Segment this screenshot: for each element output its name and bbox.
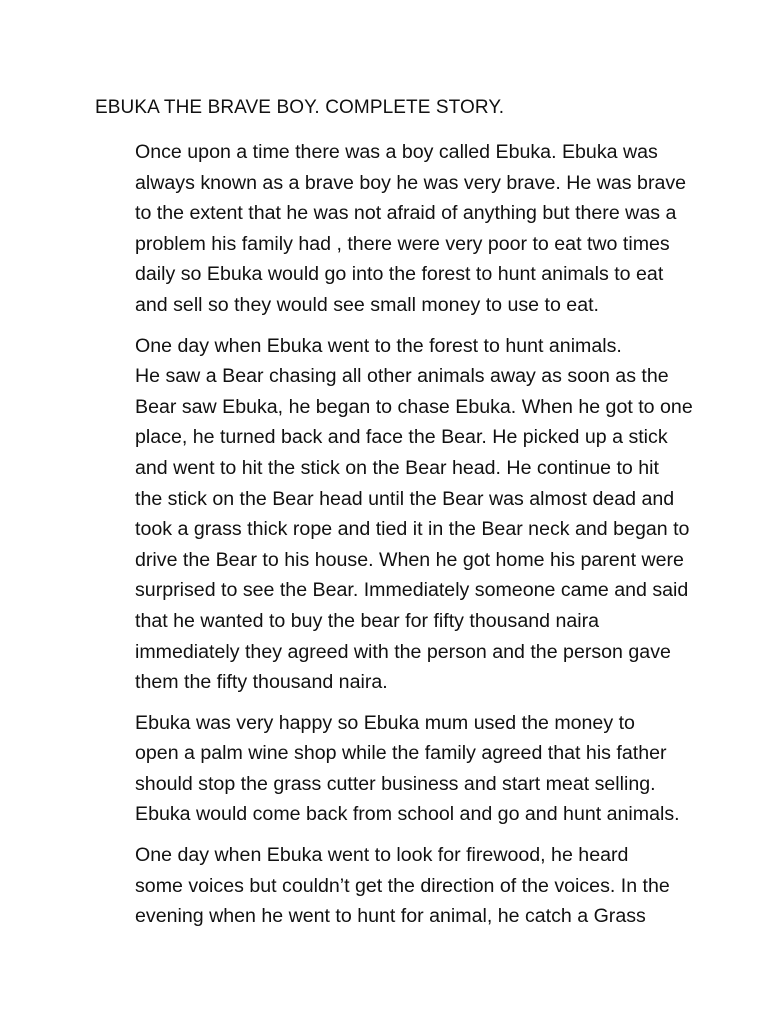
text-line: and sell so they would see small money to use to eat. — [135, 293, 599, 316]
text-line: always known as a brave boy he was very brave. He was brave — [135, 171, 687, 194]
text-line: Ebuka was very happy so Ebuka mum used the money to — [135, 711, 635, 734]
text-line: them the fifty thousand naira. — [135, 671, 388, 694]
text-line: surprised to see the Bear. Immediately someone came and said — [135, 579, 689, 602]
text-line: immediately they agreed with the person and the person gave — [135, 640, 671, 663]
text-line: Once upon a time there was a boy called Ebuka. Ebuka was — [135, 141, 658, 163]
text-line: drive the Bear to his house. When he got home his parent were — [135, 548, 684, 571]
text-line: Bear saw Ebuka, he began to chase Ebuka. When he got to one — [135, 395, 693, 418]
text-line: evening when he went to hunt for animal, he catch a Grass — [135, 905, 646, 928]
paragraph-3 — [90, 708, 690, 830]
paragraph-4 — [90, 840, 690, 932]
text-line: open a palm wine shop while the family agreed that his father — [135, 742, 667, 765]
text-line: He saw a Bear chasing all other animals away as soon as the — [135, 365, 669, 388]
text-line: to the extent that he was not afraid of anything but there was a — [135, 202, 677, 225]
text-line: Ebuka would come back from school and go and hunt animals. — [135, 803, 680, 826]
text-line: should stop the grass cutter business and start meat selling. — [135, 772, 656, 795]
story-body — [90, 137, 693, 942]
paragraph-1 — [90, 137, 690, 321]
text-line: One day when Ebuka went to look for firewood, he heard — [135, 844, 629, 867]
text-line: problem his family had , there were very poor to eat two times — [135, 232, 670, 255]
text-line: that he wanted to buy the bear for fifty thousand naira — [135, 609, 600, 632]
paragraph-2 — [90, 331, 693, 698]
text-line: took a grass thick rope and tied it in the Bear neck and began to — [135, 518, 690, 541]
text-line: and went to hit the stick on the Bear head. He continue to hit — [135, 456, 659, 479]
text-line: daily so Ebuka would go into the forest to hunt animals to eat — [135, 263, 664, 286]
text-line: the stick on the Bear head until the Bear was almost dead and — [135, 487, 675, 510]
story-title: EBUKA THE BRAVE BOY. COMPLETE STORY. — [95, 97, 505, 118]
text-line: place, he turned back and face the Bear. He picked up a stick — [135, 426, 668, 449]
text-line: some voices but couldn’t get the direction of the voices. In the — [135, 874, 670, 897]
text-line: One day when Ebuka went to the forest to hunt animals. — [135, 334, 622, 357]
